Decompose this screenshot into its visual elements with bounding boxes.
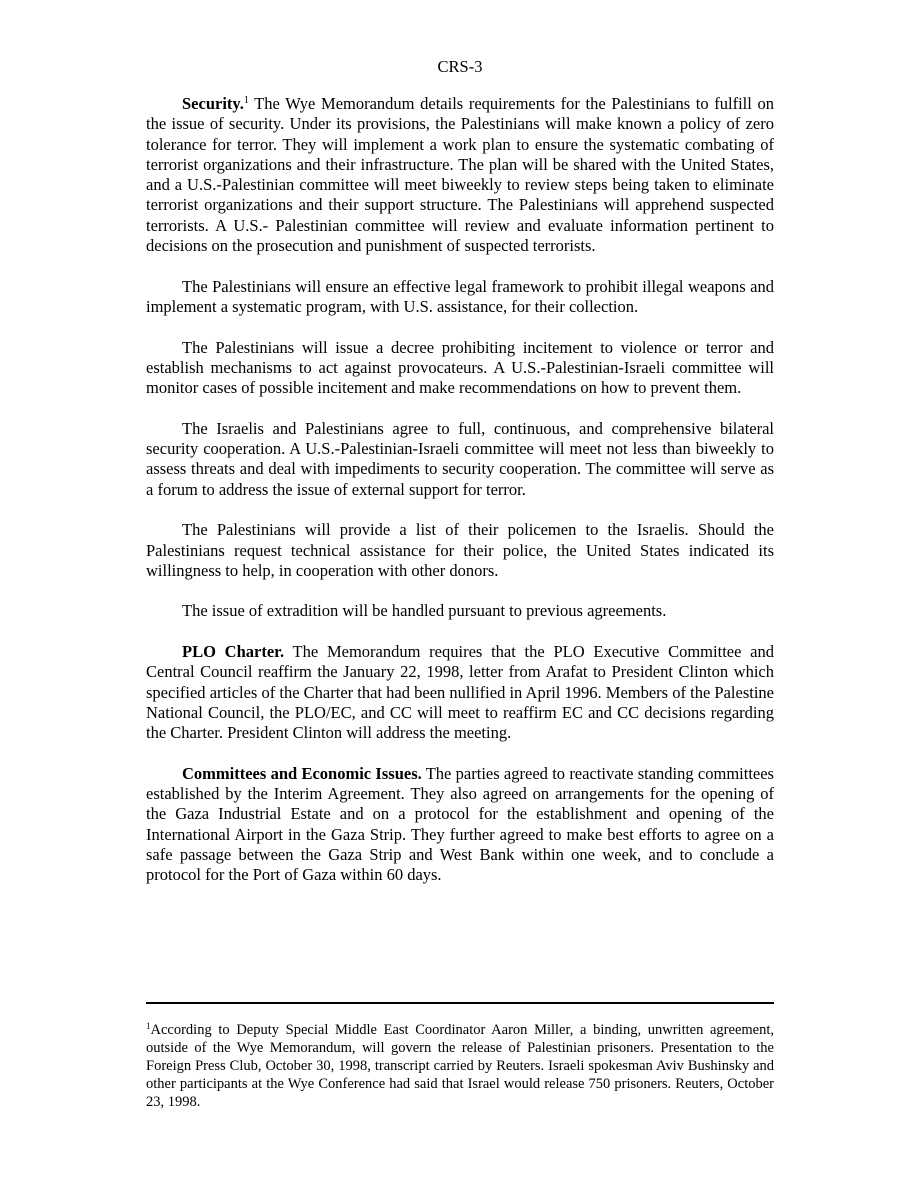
paragraph-text: The Memorandum requires that the PLO Executive Committee and Central Council reaffirm the January 22, 1998, letter from Arafat to President Clinton which specified articles of the Charter that had been nullified in April 1996. Members of the Palestine National Council, the PLO/EC, and CC will meet to reaffirm EC and CC decisions regarding the Charter. President Clinton will address the meeting.: [146, 642, 774, 743]
section-heading-plo-charter: PLO Charter.: [182, 642, 285, 662]
footnote: [146, 1021, 774, 1111]
body-text: [146, 94, 774, 906]
paragraph-security: [146, 94, 774, 256]
paragraph-text: The Wye Memorandum details requirements for the Palestinians to fulfill on the issue of security. Under its provisions, the Palestinians will make known a policy of zero tolerance for terror. They will implement a work plan to ensure the systematic combating of terrorist organizations and their infrastructure. The plan will be shared with the United States, and a U.S.-Palestinian committee will meet biweekly to review steps being taken to eliminate terrorist organizations and their support structure. The Palestinians will apprehend suspected terrorists. A U.S.- Palestinian committee will review and evaluate information pertinent to decisions on the prosecution and punishment of suspected terrorists.: [146, 94, 774, 256]
paragraph-text: The parties agreed to reactivate standing committees established by the Interim Agreement. They also agreed on arrangements for the opening of the Gaza Industrial Estate and on a protocol for the establishment and opening of the International Airport in the Gaza Strip. They further agreed to make best efforts to agree on a safe passage between the Gaza Strip and West Bank within one week, and to conclude a protocol for the Port of Gaza within 60 days.: [146, 763, 774, 885]
paragraph-legal-framework: [146, 277, 774, 318]
section-heading-committees-economic: Committees and Economic Issues.: [182, 763, 422, 783]
paragraph-text: The Palestinians will provide a list of their policemen to the Israelis. Should the Palestinians request technical assistance for their police, the United States indicated its willingness to help, in cooperation with other donors.: [146, 520, 774, 580]
paragraph-text: The Palestinians will ensure an effective legal framework to prohibit illegal weapons and implement a systematic program, with U.S. assistance, for their collection.: [146, 276, 774, 316]
paragraph-plo-charter: [146, 642, 774, 743]
paragraph-extradition: [146, 601, 774, 621]
paragraph-incitement: [146, 338, 774, 399]
paragraph-text: The issue of extradition will be handled pursuant to previous agreements.: [182, 601, 667, 621]
paragraph-text: The Israelis and Palestinians agree to full, continuous, and comprehensive bilateral security cooperation. A U.S.-Palestinian-Israeli committee will meet not less than biweekly to assess threats and deal with impediments to security cooperation. The committee will serve as a forum to address the issue of external support for terror.: [146, 418, 774, 499]
paragraph-security-cooperation: [146, 419, 774, 500]
footnote-separator: [146, 1002, 774, 1004]
footnote-text: According to Deputy Special Middle East Coordinator Aaron Miller, a binding, unwritten agreement, outside of the Wye Memorandum, will govern the release of Palestinian prisoners. Presentation to the Foreign Press Club, October 30, 1998, transcript carried by Reuters. Israeli spokesman Aviv Bushinsky and other participants at the Wye Conference had said that Israel would release 750 prisoners. Reuters, October 23, 1998.: [146, 1022, 774, 1110]
paragraph-committees-economic: [146, 764, 774, 886]
paragraph-text: The Palestinians will issue a decree prohibiting incitement to violence or terror and establish mechanisms to act against provocateurs. A U.S.-Palestinian-Israeli committee will monitor cases of possible incitement and make recommendations on how to prevent them.: [146, 337, 774, 398]
footnote-reference: 1: [243, 95, 249, 106]
section-heading-security: Security.: [182, 94, 244, 113]
page-number: CRS-3: [437, 57, 483, 76]
paragraph-policemen: [146, 520, 774, 581]
footnote-marker: 1: [146, 1021, 151, 1031]
